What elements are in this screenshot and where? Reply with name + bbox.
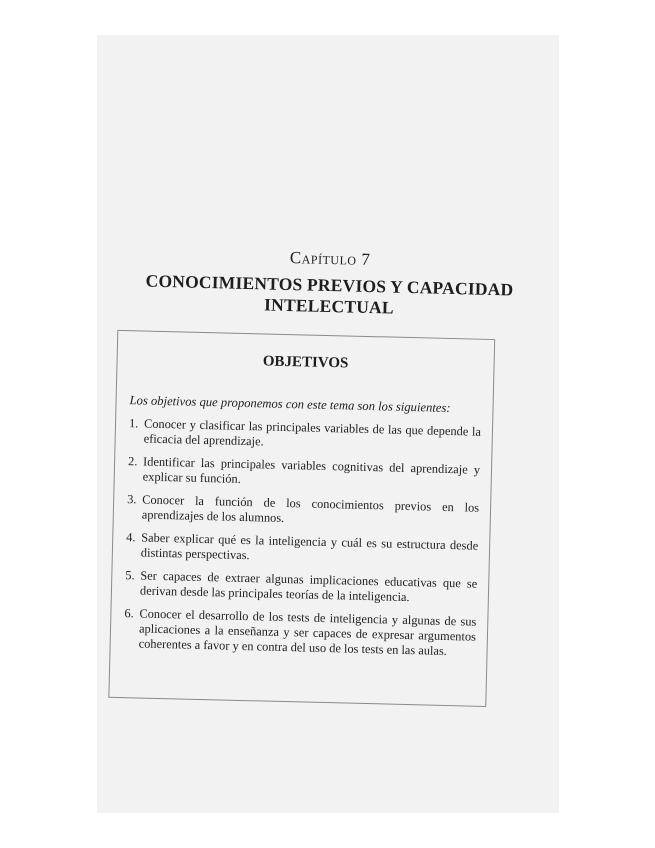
chapter-title: CONOCIMIENTOS PREVIOS Y CAPACIDAD INTELECTUAL [145,270,514,318]
objectives-box [108,330,495,707]
objective-text: Saber explicar qué es la inteligencia y cuál es su estructura desde distintas perspectivas. [140,530,479,563]
objective-item [125,568,478,607]
objective-number: 4. [126,530,136,545]
objective-text: Identificar las principales variables cognitivas del aprendizaje y explicar su función. [142,454,481,486]
objective-item [123,606,476,660]
objective-item [127,492,480,531]
objective-text: Ser capaces de extraer algunas implicaciones educativas que se derivan desde las principales teorías de la inteligencia. [139,568,478,605]
objectives-intro: Los objetivos que proponemos con este tema son los siguientes: [129,393,451,416]
objective-number: 2. [127,454,138,469]
objectives-list [123,416,481,668]
objective-item [126,530,479,569]
objective-number: 1. [128,416,139,431]
objective-item [128,416,481,455]
objective-number: 5. [125,568,135,583]
objective-number: 3. [127,492,137,507]
objective-text: Conocer el desarrollo de los tests de inteligencia y algunas de sus aplicaciones a la enseñanza y ser capaces de expresar argumentos coherentes a favor y en contra del uso de los tests en las aulas. [138,606,477,658]
objectives-heading: OBJETIVOS [262,353,349,372]
objective-number: 6. [124,606,134,621]
chapter-label: Capítulo 7 [289,248,371,270]
objective-text: Conocer y clasificar las principales variables de las que depende la eficacia del aprendizaje. [143,416,482,449]
objective-text: Conocer la función de los conocimientos previos en los aprendizajes de los alumnos. [141,492,480,525]
objective-item [128,454,481,493]
scanned-page [97,35,559,813]
page-content [86,29,567,818]
